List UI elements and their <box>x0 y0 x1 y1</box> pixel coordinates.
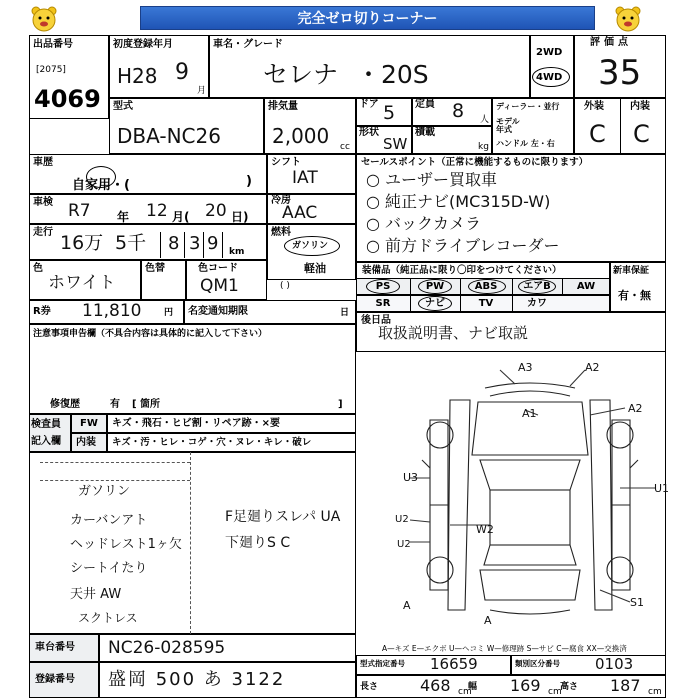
cap-value: 8 <box>452 100 465 122</box>
diag-mark-a3: A3 <box>518 361 533 374</box>
diag-mark-u2-bottom: U2 <box>397 539 411 550</box>
shape-label: 形状 <box>359 127 379 138</box>
mileage-d3: 9 <box>207 233 219 254</box>
len-unit: cm <box>458 687 472 697</box>
mileage-d1: 8 <box>168 233 180 254</box>
inspector-note-4: シートイたり <box>70 561 148 576</box>
equip-aw: AW <box>576 281 596 292</box>
new-warranty-value: 有・無 <box>618 289 651 302</box>
history-label: 車歴 <box>33 157 53 168</box>
recycle-label: R券 <box>33 306 51 317</box>
model-grade: ・20S <box>356 60 429 89</box>
equip-airbag-circle <box>518 279 556 294</box>
reg-month: 9 <box>175 60 189 85</box>
check-label-2: 記入欄 <box>31 436 61 447</box>
drive-4wd: 4WD <box>536 72 563 83</box>
fuel-label: 燃料 <box>271 227 291 238</box>
cap-unit: 人 <box>480 115 490 125</box>
hei-label: 高さ <box>560 682 579 692</box>
cat-value: 0103 <box>595 655 634 673</box>
inspector-note-2: カーバンアト <box>70 513 148 528</box>
chassis-label: 車台番号 <box>35 642 75 653</box>
first-reg-label: 初度登録年月 <box>113 39 173 50</box>
equipment-label: 装備品（純正品に限り〇印をつけてください） <box>362 265 562 276</box>
model-name: セレナ <box>263 60 339 89</box>
history-circle <box>86 166 116 188</box>
reg-era: H28 <box>117 64 158 88</box>
mtype-value: 16659 <box>430 655 478 673</box>
shape-value: SW <box>383 135 408 153</box>
repair-unit: [ 箇所 <box>132 399 161 410</box>
disp-label: 排気量 <box>268 101 298 112</box>
plate-label: 登録番号 <box>35 674 75 685</box>
int-label: 内装 <box>630 101 650 112</box>
equip-pw-circle <box>418 279 452 294</box>
equip-leather: カワ <box>527 298 547 309</box>
equip-airbag: エアB <box>523 281 551 292</box>
load-unit: kg <box>478 142 489 152</box>
equip-abs: ABS <box>474 281 498 292</box>
inspection-day: 20 <box>205 201 227 221</box>
sales-label: セールスポイント（正常に機能するものに限ります） <box>361 157 589 168</box>
after-label: 後日品 <box>361 315 391 326</box>
check-in: 内装 <box>76 437 96 448</box>
mileage-label: 走行 <box>33 227 53 238</box>
ext-value: C <box>589 120 606 148</box>
car-body-diagram <box>390 360 670 630</box>
check-label-1: 検査員 <box>31 419 61 430</box>
disp-value: 2,000 <box>272 124 330 148</box>
equip-sr: SR <box>375 298 391 309</box>
mtype-label: 型式指定番号 <box>360 659 405 668</box>
chassis-value: NC26-028595 <box>108 638 226 658</box>
lot-label: 出品番号 <box>33 39 73 50</box>
score-label: 評価点 <box>590 37 632 48</box>
disp-unit: cc <box>340 142 350 152</box>
diag-mark-u3: U3 <box>403 471 419 484</box>
equip-pw: PW <box>425 281 445 292</box>
mileage-unit: km <box>229 247 245 257</box>
header-banner <box>140 6 595 30</box>
model-label: 車名・グレード <box>213 39 283 50</box>
inspection-label: 車検 <box>33 197 53 208</box>
equip-ps: PS <box>375 281 391 292</box>
inspector-note-5: 天井 AW <box>70 587 122 602</box>
right-mascot-icon <box>614 4 642 34</box>
hei-value: 187 <box>610 676 641 695</box>
notes-divider <box>190 452 191 634</box>
color-code: QM1 <box>200 276 239 296</box>
cat-label: 類別区分番号 <box>515 659 560 668</box>
dealer-label: ディーラー・並行 <box>496 102 560 111</box>
type-value: DBA-NC26 <box>117 124 221 148</box>
hei-unit: cm <box>648 687 662 697</box>
equip-ps-circle <box>366 279 400 294</box>
diag-mark-a2-right: A2 <box>628 402 643 415</box>
equip-navi: ナビ <box>425 298 445 309</box>
diag-mark-u2-left: U2 <box>395 514 409 525</box>
doors-label: ドア <box>359 99 379 110</box>
wid-unit: cm <box>548 687 562 697</box>
inspector-note-3: ヘッドレスト1ヶ欠 <box>70 537 182 552</box>
type-label: 型式 <box>113 101 133 112</box>
check-in-items: キズ・汚・ヒレ・コゲ・穴・ヌレ・キレ・破レ <box>112 437 312 448</box>
diag-mark-s1: S1 <box>630 596 644 609</box>
check-fw: FW <box>80 418 98 429</box>
history-value: 自家用・( <box>72 178 130 193</box>
transfer-label: 名変通知期限 <box>188 306 248 317</box>
color-swap-label: 色替 <box>145 263 165 274</box>
doors-value: 5 <box>383 102 396 124</box>
inspection-month: 12 <box>146 201 168 221</box>
sales-item-2: ○ 純正ナビ(MC315D-W) <box>366 192 551 211</box>
left-mascot-icon <box>30 4 58 34</box>
recycle-unit: 円 <box>164 308 174 318</box>
len-value: 468 <box>420 676 451 695</box>
lot-sub: [2075] <box>36 65 66 75</box>
ext-label: 外装 <box>584 101 604 112</box>
inspection-era: R7 <box>68 201 91 221</box>
wid-value: 169 <box>510 676 541 695</box>
cap-label: 定員 <box>415 99 435 110</box>
equip-navi-circle <box>418 296 452 311</box>
len-label: 長さ <box>360 682 379 692</box>
inspector-note-right-1: F足廻りスレパ UA <box>225 509 341 525</box>
sales-item-1: ○ ユーザー買取車 <box>366 170 498 189</box>
header-title: 完全ゼロ切りコーナー <box>297 11 438 27</box>
equip-tv: TV <box>478 298 494 309</box>
notes-label: 注意事項申告欄（不具合内容は具体的に記入して下さい） <box>33 329 268 339</box>
history-cell <box>29 154 267 194</box>
inspector-note-right-2: 下廻りS C <box>225 535 291 551</box>
check-fw-items: キズ・飛石・ヒビ割・リペア跡・×要 <box>112 418 280 429</box>
diag-mark-u1: U1 <box>654 482 670 495</box>
drive-4wd-circle <box>532 67 570 87</box>
repair-value: 有 <box>110 399 120 410</box>
after-value: 取扱説明書、ナビ取説 <box>378 324 529 342</box>
new-warranty-label: 新車保証 <box>613 266 650 276</box>
sales-item-3: ○ バックカメラ <box>366 214 482 233</box>
inspection-day-unit: 日) <box>231 210 249 224</box>
repair-close: ] <box>338 399 343 410</box>
drive-2wd: 2WD <box>536 47 563 58</box>
diag-mark-a1: A1 <box>522 407 537 420</box>
mileage-man: 16万 <box>60 232 104 254</box>
equip-abs-circle <box>468 279 506 294</box>
history-close: ) <box>246 174 252 189</box>
fuel-value: 軽油 <box>304 262 326 275</box>
inspector-note-6: スクトレス <box>78 611 138 625</box>
diag-mark-a-bottom: A <box>484 614 492 627</box>
damage-legend: A—キズ E—エクボ U—ヘコミ W—修理跡 S—サビ C—腐食 XX—交換済 <box>382 644 627 653</box>
diag-mark-a-left: A <box>403 599 411 612</box>
handle-label: ハンドル 左・右 <box>496 139 555 148</box>
diag-mark-w2: W2 <box>476 523 494 536</box>
ac-value: AAC <box>282 203 318 223</box>
recycle-value: 11,810 <box>82 301 142 321</box>
repair-label: 修復歴 <box>50 399 80 410</box>
transfer-unit: 日 <box>340 308 350 318</box>
score-value: 35 <box>598 53 642 93</box>
plate-value: 盛岡 500 あ 3122 <box>108 669 286 690</box>
shift-label: シフト <box>271 157 301 168</box>
load-label: 積載 <box>415 127 435 138</box>
sales-item-4: ○ 前方ドライブレコーダー <box>366 236 560 255</box>
color-label: 色 <box>33 263 43 274</box>
reg-month-unit: 月 <box>197 86 207 96</box>
inspection-month-unit: 月( <box>172 210 190 224</box>
fuel-gas: ガソリン <box>292 241 329 251</box>
wid-label: 幅 <box>468 682 478 692</box>
mileage-d2: 3 <box>189 233 201 254</box>
color-value: ホワイト <box>48 273 116 293</box>
mileage-sen: 5千 <box>115 232 147 254</box>
fuel-paren: ( ) <box>280 281 290 291</box>
shift-value: IAT <box>292 168 318 188</box>
lot-number: 4069 <box>34 85 101 113</box>
inspector-note-1: ガソリン <box>78 484 131 499</box>
int-value: C <box>633 120 650 148</box>
inspection-year-unit: 年 <box>117 210 130 224</box>
color-code-label: 色コード <box>198 263 238 274</box>
diag-mark-a2-top: A2 <box>585 361 600 374</box>
ac-label: 冷房 <box>271 195 291 206</box>
model-year-label: モデル年式 <box>496 117 520 134</box>
fuel-gas-circle <box>284 236 340 256</box>
